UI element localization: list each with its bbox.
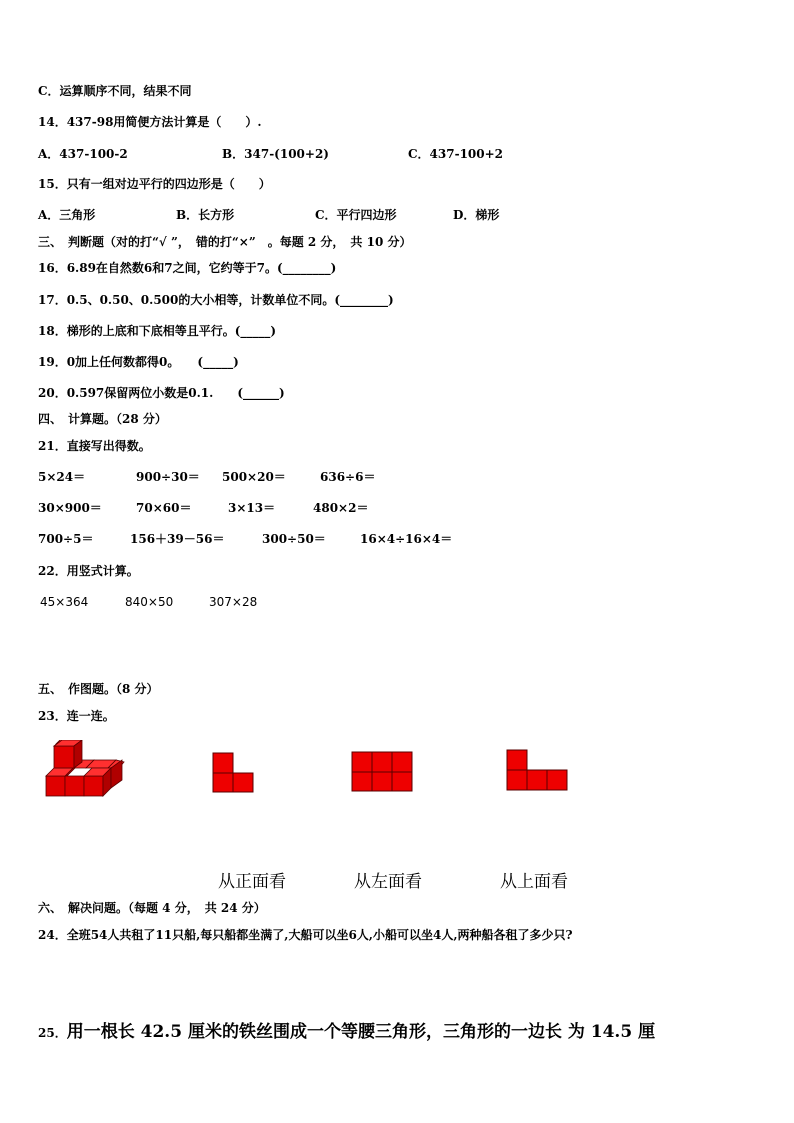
cube-solid-figure[interactable] — [44, 740, 126, 800]
calc-item: 700÷5＝ — [38, 532, 94, 546]
front-view-figure[interactable] — [212, 752, 254, 793]
q15-option-a: A．三角形 — [38, 208, 96, 222]
calc-item: 30×900＝ — [38, 501, 102, 515]
q15-option-b: B．长方形 — [176, 208, 235, 222]
calc-item: 900÷30＝ — [136, 470, 200, 484]
question-25-text: 用一根长 42.5 厘米的铁丝围成一个等腰三角形，三角形的一边长 为 14.5 厘 — [66, 1022, 656, 1042]
question-24: 24．全班54人共租了11只船,每只船都坐满了,大船可以坐6人,小船可以坐4人,两种船各租了多少只? — [38, 928, 573, 942]
view-label-left[interactable]: 从左面看 — [354, 872, 422, 892]
section-6-heading: 六、 解决问题。（每题 4 分， 共 24 分） — [38, 901, 266, 915]
question-18: 18．梯形的上底和下底相等且平行。(_____) — [38, 324, 277, 338]
calc-item: 500×20＝ — [222, 470, 286, 484]
calc-item: 480×2＝ — [313, 501, 369, 515]
calc-item: 3×13＝ — [228, 501, 276, 515]
q15-option-d: D．梯形 — [453, 208, 500, 222]
q14-option-c: C．437-100+2 — [408, 147, 504, 161]
question-20: 20．0.597保留两位小数是0.1. (______) — [38, 386, 285, 400]
q14-option-b: B．347-(100+2) — [222, 147, 329, 161]
question-25-number: 25． — [38, 1026, 67, 1040]
calc-item: 70×60＝ — [136, 501, 192, 515]
question-21: 21．直接写出得数。 — [38, 439, 151, 453]
question-23: 23．连一连。 — [38, 709, 115, 723]
question-17: 17．0.5、0.50、0.500的大小相等，计数单位不同。(________) — [38, 293, 394, 307]
section-5-heading: 五、 作图题。（8 分） — [38, 682, 159, 696]
calc-item: 16×4÷16×4＝ — [360, 532, 453, 546]
calc-item: 156＋39－56＝ — [130, 532, 225, 546]
question-25 — [38, 1021, 655, 1044]
question-16: 16．6.89在自然数6和7之间，它约等于7。(________) — [38, 261, 337, 275]
section-3-heading: 三、 判断题（对的打“√ ”， 错的打“×” 。每题 2 分， 共 10 分） — [38, 235, 412, 249]
question-19: 19．0加上任何数都得0。 (_____) — [38, 355, 239, 369]
option-c-q13: C．运算顺序不同，结果不同 — [38, 84, 192, 98]
view-label-top[interactable]: 从上面看 — [500, 872, 568, 892]
question-15: 15．只有一组对边平行的四边形是（ ） — [38, 177, 271, 191]
calc-item: 5×24＝ — [38, 470, 86, 484]
question-14: 14．437-98用简便方法计算是（ ）. — [38, 115, 262, 129]
view-label-front[interactable]: 从正面看 — [218, 872, 286, 892]
calc-item: 300÷50＝ — [262, 532, 326, 546]
section-4-heading: 四、 计算题。（28 分） — [38, 412, 167, 426]
vertical-calc-item: 307×28 — [209, 595, 258, 609]
left-view-figure[interactable] — [351, 751, 413, 792]
question-22: 22．用竖式计算。 — [38, 564, 139, 578]
q14-option-a: A．437-100-2 — [38, 147, 128, 161]
vertical-calc-item: 840×50 — [125, 595, 174, 609]
vertical-calc-item: 45×364 — [40, 595, 89, 609]
calc-item: 636÷6＝ — [320, 470, 376, 484]
top-view-figure[interactable] — [506, 749, 568, 791]
q15-option-c: C．平行四边形 — [315, 208, 397, 222]
